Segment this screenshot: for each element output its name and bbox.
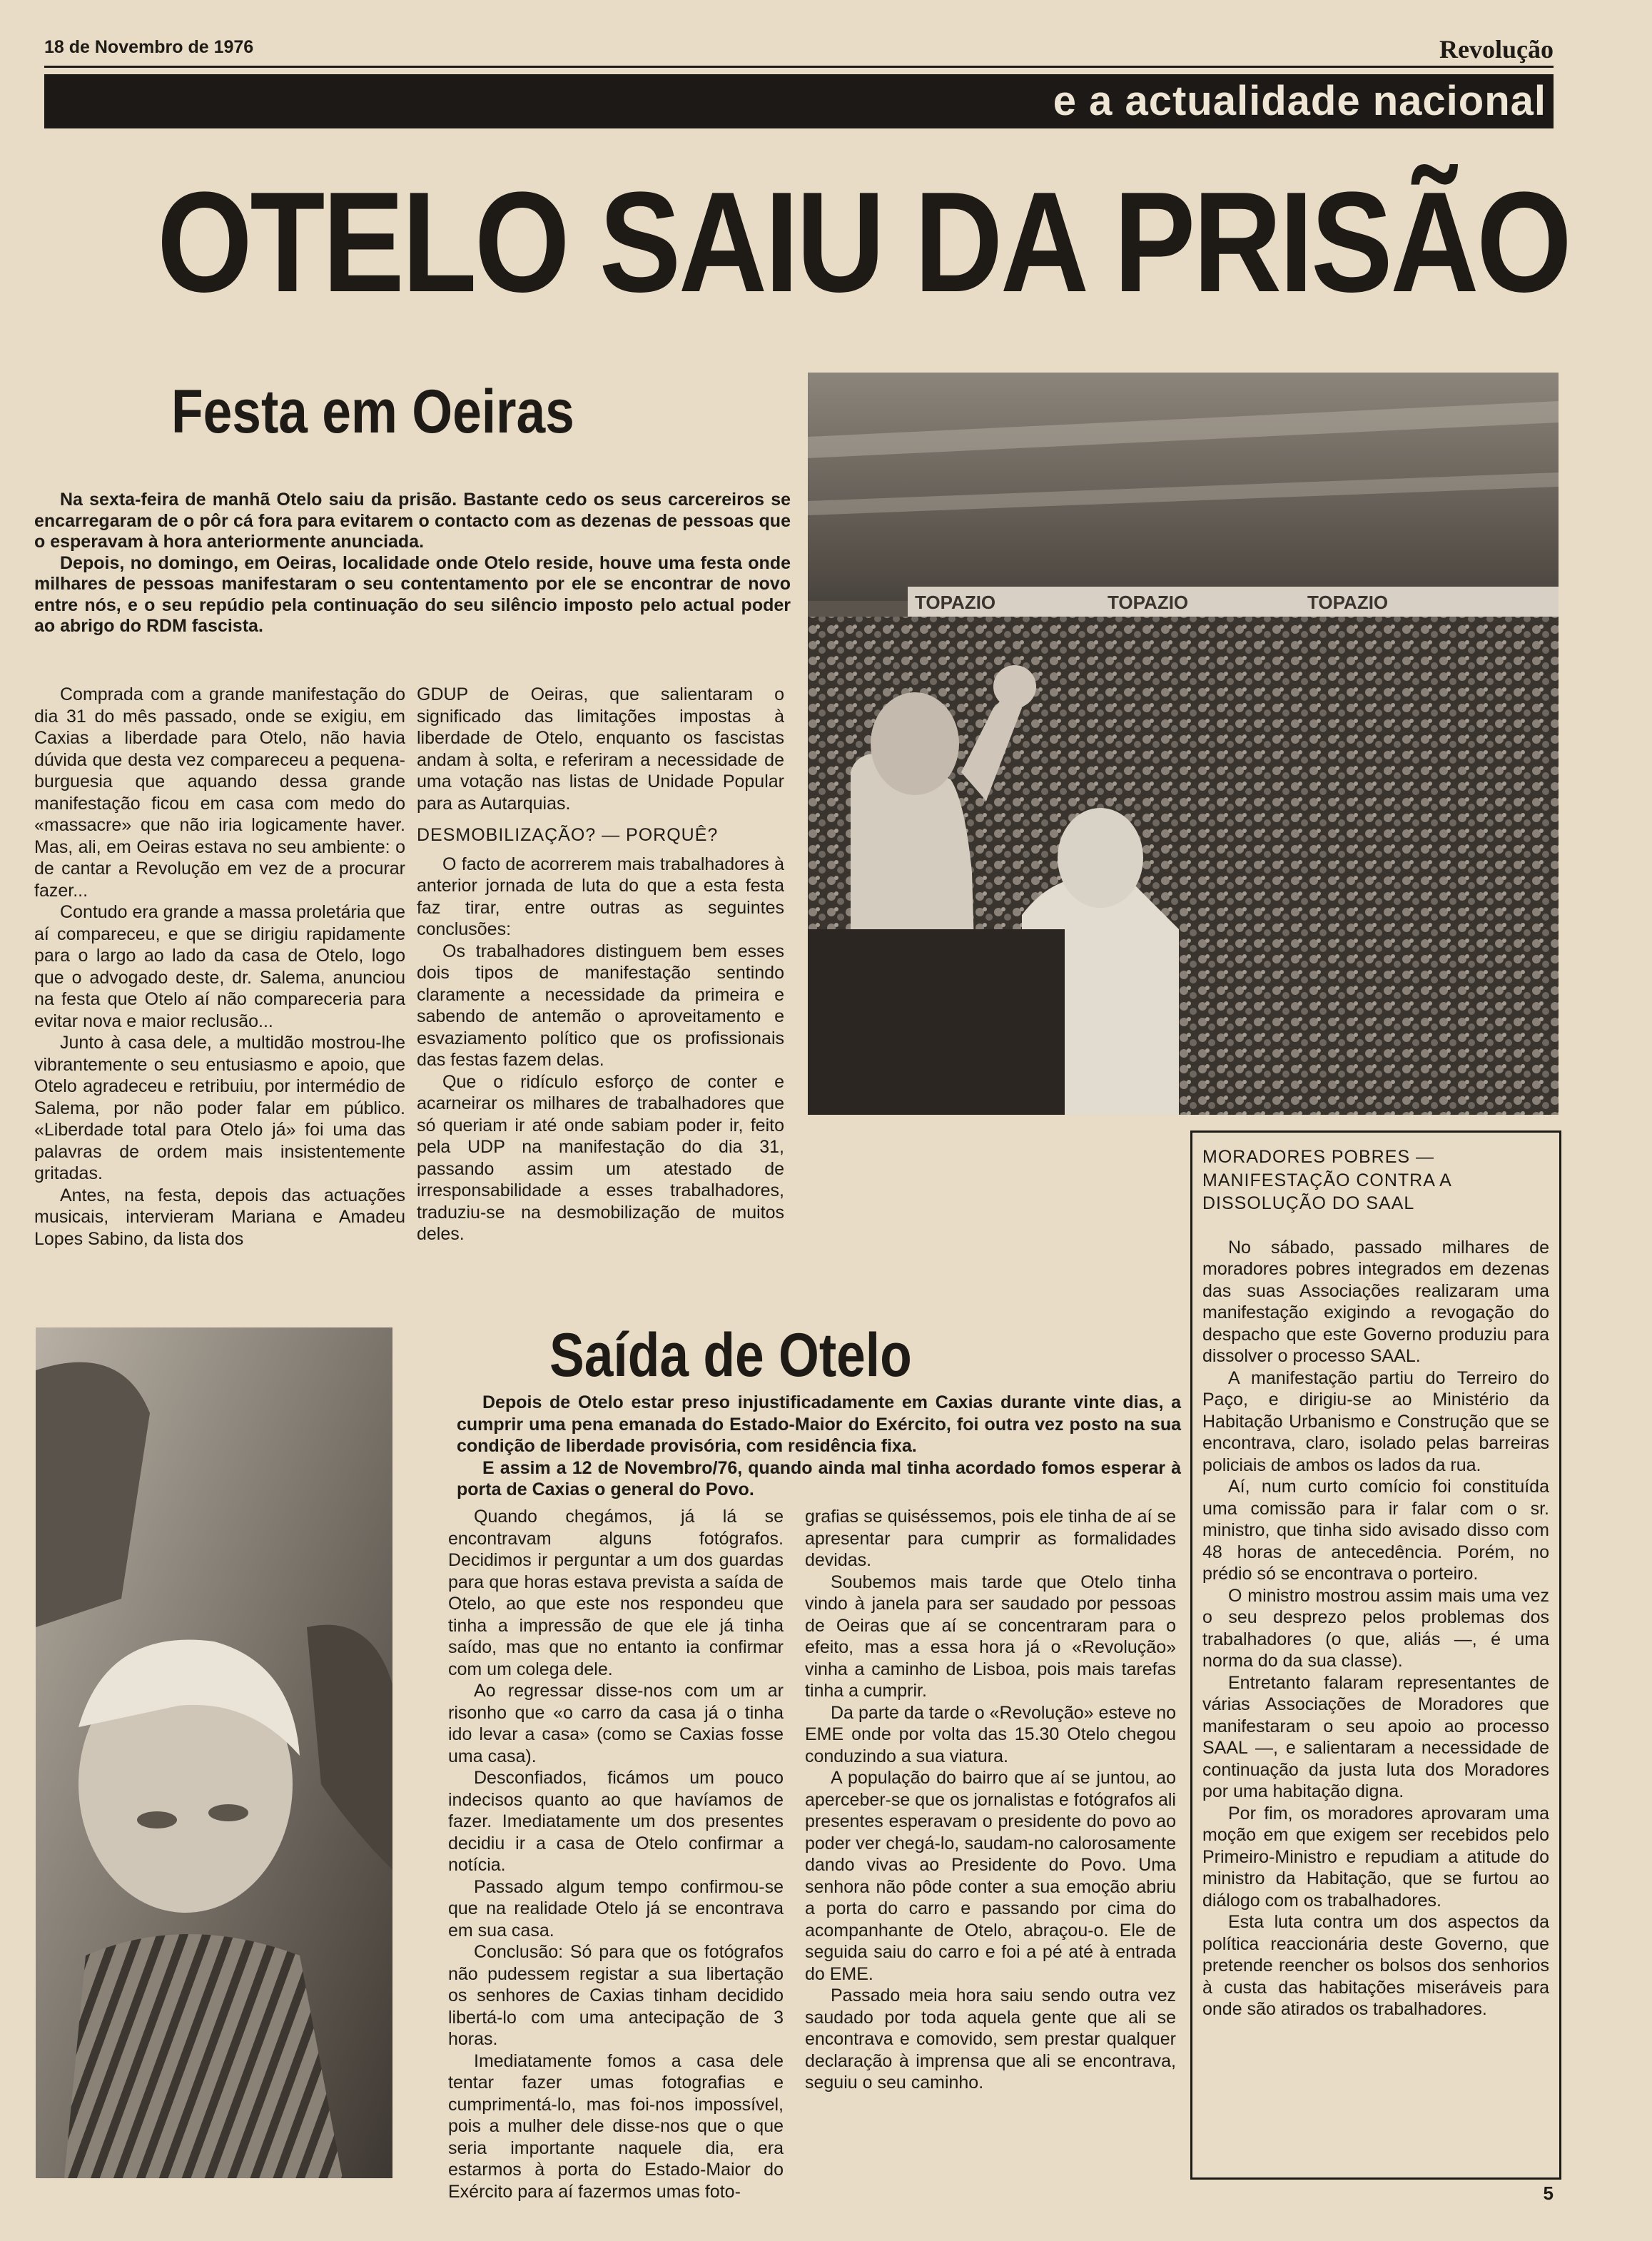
paragraph: Soubemos mais tarde que Otelo tinha vindo à janela para ser saudado por pessoas de Oeiras que aí se concentraram para o efeito, mas a essa hora já o «Revolução» vinha a caminho de Lisboa, pois mais tarefas tinha a cumprir. bbox=[805, 1572, 1176, 1701]
lead-paragraph: Depois, no domingo, em Oeiras, localidade onde Otelo reside, houve uma festa onde milhares de pessoas manifestaram o seu contentamento por ele se encontrar de novo entre nós, e o seu repúdio pela continuação do seu silêncio imposto pelo actual poder ao abrigo do RDM fascista. bbox=[34, 552, 791, 636]
svg-text:TOPAZIO: TOPAZIO bbox=[1307, 592, 1389, 613]
paragraph: Entretanto falaram representantes de várias Associações de Moradores que manifestaram o seu apoio ao processo SAAL —, e salientaram a necessidade de continuação da justa luta dos Moradores por uma habitação digna. bbox=[1202, 1672, 1549, 1801]
crowd-photo bbox=[808, 373, 1559, 1115]
lead-paragraph: Depois de Otelo estar preso injustificadamente em Caxias durante vinte dias, a cumprir uma pena emanada do Estado-Maior do Exército, foi outra vez posto na sua condição de liberdade provisória, com residência fixa. bbox=[457, 1392, 1181, 1456]
article1-subhead: DESMOBILIZAÇÃO? — PORQUÊ? bbox=[417, 825, 719, 845]
paragraph: Quando chegámos, já lá se encontravam alguns fotógrafos. Decidimos ir perguntar a um dos guardas para que horas estava prevista a saída de Otelo, ao que este nos respondeu que tinha a impressão de que ele já tinha saído, mas que no entanto ia confirmar com um colega dele. bbox=[448, 1507, 784, 1679]
paragraph: Contudo era grande a massa proletária que aí compareceu, e que se dirigiu rapidamente para o largo ao lado da casa de Otelo, logo que o advogado deste, dr. Salema, anunciou na festa que Otelo aí não compareceria para evitar nova e maior reclusão... bbox=[34, 902, 405, 1031]
paragraph: Passado meia hora saiu sendo outra vez saudado por toda aquela gente que ali se encontrava e comovido, sem prestar qualquer declaração à imprensa que ali se encontrava, seguiu o seu caminho. bbox=[805, 1985, 1176, 2093]
paragraph: Por fim, os moradores aprovaram uma moção em que exigem ser recebidos pelo Primeiro-Ministro e repudiam a atitude do ministro da Habitação, que se furtou ao diálogo com os trabalhadores. bbox=[1202, 1803, 1549, 1911]
paragraph: Aí, num curto comício foi constituída uma comissão para ir falar com o sr. ministro, que tinha sido avisado disso com 48 horas de antecedência. Porém, no prédio só se encontrava o porteiro. bbox=[1202, 1477, 1549, 1584]
paragraph: Passado algum tempo confirmou-se que na realidade Otelo já se encontrava em sua casa. bbox=[448, 1876, 784, 1941]
article1-title: Festa em Oeiras bbox=[171, 378, 574, 446]
lead-paragraph: E assim a 12 de Novembro/76, quando ainda mal tinha acordado fomos esperar à porta de Caxias o general do Povo. bbox=[457, 1457, 1181, 1499]
box-title: MORADORES POBRES — MANIFESTAÇÃO CONTRA A DISSOLUÇÃO DO SAAL bbox=[1202, 1147, 1451, 1213]
article1-lead bbox=[34, 490, 791, 637]
paragraph: Os trabalhadores distinguem bem esses dois tipos de manifestação sentindo claramente a necessidade da primeira e sabendo de antemão o aproveitamento e esvaziamento político que os profissionais das festas fazem delas. bbox=[417, 941, 784, 1070]
page-number: 5 bbox=[1543, 2182, 1554, 2204]
paragraph: O facto de acorrerem mais trabalhadores à anterior jornada de luta do que a esta festa faz tirar, entre outras as seguintes conclusões: bbox=[417, 854, 784, 939]
header-rule bbox=[44, 66, 1554, 68]
svg-text:TOPAZIO: TOPAZIO bbox=[1108, 592, 1189, 613]
article2-title: Saída de Otelo bbox=[549, 1321, 912, 1390]
paragraph: GDUP de Oeiras, que salientaram o significado das limitações impostas à liberdade de Otelo, enquanto os fascistas andam à solta, e referiram a necessidade de uma votação nas listas de Unidade Popular para as Autarquias. bbox=[417, 684, 784, 814]
paragraph: O ministro mostrou assim mais uma vez o seu desprezo pelos problemas dos trabalhadores (o que, aliás —, é uma norma do da sua classe). bbox=[1202, 1585, 1549, 1671]
newspaper-name: Revolução bbox=[1439, 35, 1554, 64]
article1-column-2 bbox=[417, 684, 784, 1245]
issue-date: 18 de Novembro de 1976 bbox=[44, 37, 254, 57]
main-headline: OTELO SAIU DA PRISÃO bbox=[157, 163, 1570, 322]
paragraph: Da parte da tarde o «Revolução» esteve no EME onde por volta das 15.30 Otelo chegou conduzindo a sua viatura. bbox=[805, 1702, 1176, 1766]
sidebar-box-moradores bbox=[1190, 1130, 1561, 2180]
paragraph: Que o ridículo esforço de conter e acarneirar os milhares de trabalhadores que só queriam ir até onde sabiam poder ir, feito pela UDP na manifestação do dia 31, passando assim um atestado de irresponsabilidade a esses trabalhadores, traduziu-se na desmobilização de muitos deles. bbox=[417, 1071, 784, 1244]
paragraph: Comprada com a grande manifestação do dia 31 do mês passado, onde se exigiu, em Caxias a liberdade para Otelo, não havia dúvida que desta vez compareceu a pequena-burguesia que aquando dessa grande manifestação ficou em casa com medo do «massacre» que não iria logicamente haver. Mas, ali, em Oeiras estava no seu ambiente: o de cantar a Revolução em vez de a procurar fazer... bbox=[34, 684, 405, 901]
paragraph: A manifestação partiu do Terreiro do Paço, e dirigiu-se ao Ministério da Habitação Urbanismo e Construção que se encontrava, claro, isolado pelas barreiras policiais de ambos os lados da rua. bbox=[1202, 1367, 1549, 1475]
article2-lead bbox=[457, 1392, 1181, 1501]
otelo-portrait-photo bbox=[36, 1327, 392, 2178]
paragraph: Conclusão: Só para que os fotógrafos não pudessem registar a sua libertação os senhores de Caxias tinham decidido libertá-lo com uma antecipação de 3 horas. bbox=[448, 1942, 784, 2049]
paragraph: Imediatamente fomos a casa dele tentar fazer umas fotografias e cumprimentá-lo, mas foi-nos impossível, pois a mulher dele disse-nos que o que seria importante naquele dia, era estarmos à porta do Estado-Maior do Exército para aí fazermos umas foto- bbox=[448, 2050, 784, 2202]
paragraph: A população do bairro que aí se juntou, ao aperceber-se que os jornalistas e fotógrafos ali presentes esperavam o presidente do povo ao poder ver chegá-lo, saudam-no calorosamente dando vivas ao Presidente do Povo. Uma senhora não pôde conter a sua emoção abriu a porta do carro e passando por cima do acompanhante de Otelo, abraçou-o. Ele de seguida saiu do carro e foi a pé até à entrada do EME. bbox=[805, 1768, 1176, 1984]
paragraph: Junto à casa dele, a multidão mostrou-lhe vibrantemente o seu entusiasmo e apoio, que Otelo agradeceu e retribuiu, por intermédio de Salema, por não poder falar em público. «Liberdade total para Otelo já» foi uma das palavras de ordem mais insistentemente gritadas. bbox=[34, 1033, 405, 1183]
section-banner bbox=[44, 74, 1554, 128]
paragraph: Esta luta contra um dos aspectos da política reaccionária deste Governo, que pretende reencher os bolsos dos senhorios à custa das habitações miseráveis para onde são atirados os trabalhadores. bbox=[1202, 1912, 1549, 2019]
article1-column-1 bbox=[34, 684, 405, 1250]
paragraph: Desconfiados, ficámos um pouco indecisos quanto ao que havíamos de fazer. Imediatamente um dos presentes decidiu ir a casa de Otelo confirmar a notícia. bbox=[448, 1768, 784, 1875]
lead-paragraph: Na sexta-feira de manhã Otelo saiu da prisão. Bastante cedo os seus carcereiros se encarregaram de o pôr cá fora para evitarem o contacto com as dezenas de pessoas que o esperavam à hora anteriormente anunciada. bbox=[34, 490, 791, 552]
section-title: e a actualidade nacional bbox=[1053, 78, 1546, 124]
paragraph: Antes, na festa, depois das actuações musicais, intervieram Mariana e Amadeu Lopes Sabino, da lista dos bbox=[34, 1185, 405, 1249]
paragraph: No sábado, passado milhares de moradores pobres integrados em dezenas das suas Associações realizaram uma manifestação exigindo a revogação do despacho que este Governo produziu para dissolver o processo SAAL. bbox=[1202, 1237, 1549, 1366]
banner-sign-text: TOPAZIO bbox=[915, 592, 996, 613]
paragraph: Ao regressar disse-nos com um ar risonho que «o carro da casa já o tinha ido levar a casa» (como se Caxias fosse uma casa). bbox=[448, 1681, 784, 1766]
paragraph: grafias se quiséssemos, pois ele tinha de aí se apresentar para cumprir as formalidades devidas. bbox=[805, 1507, 1176, 1570]
article2-column-1 bbox=[448, 1506, 784, 2202]
article2-column-2 bbox=[805, 1506, 1176, 2094]
